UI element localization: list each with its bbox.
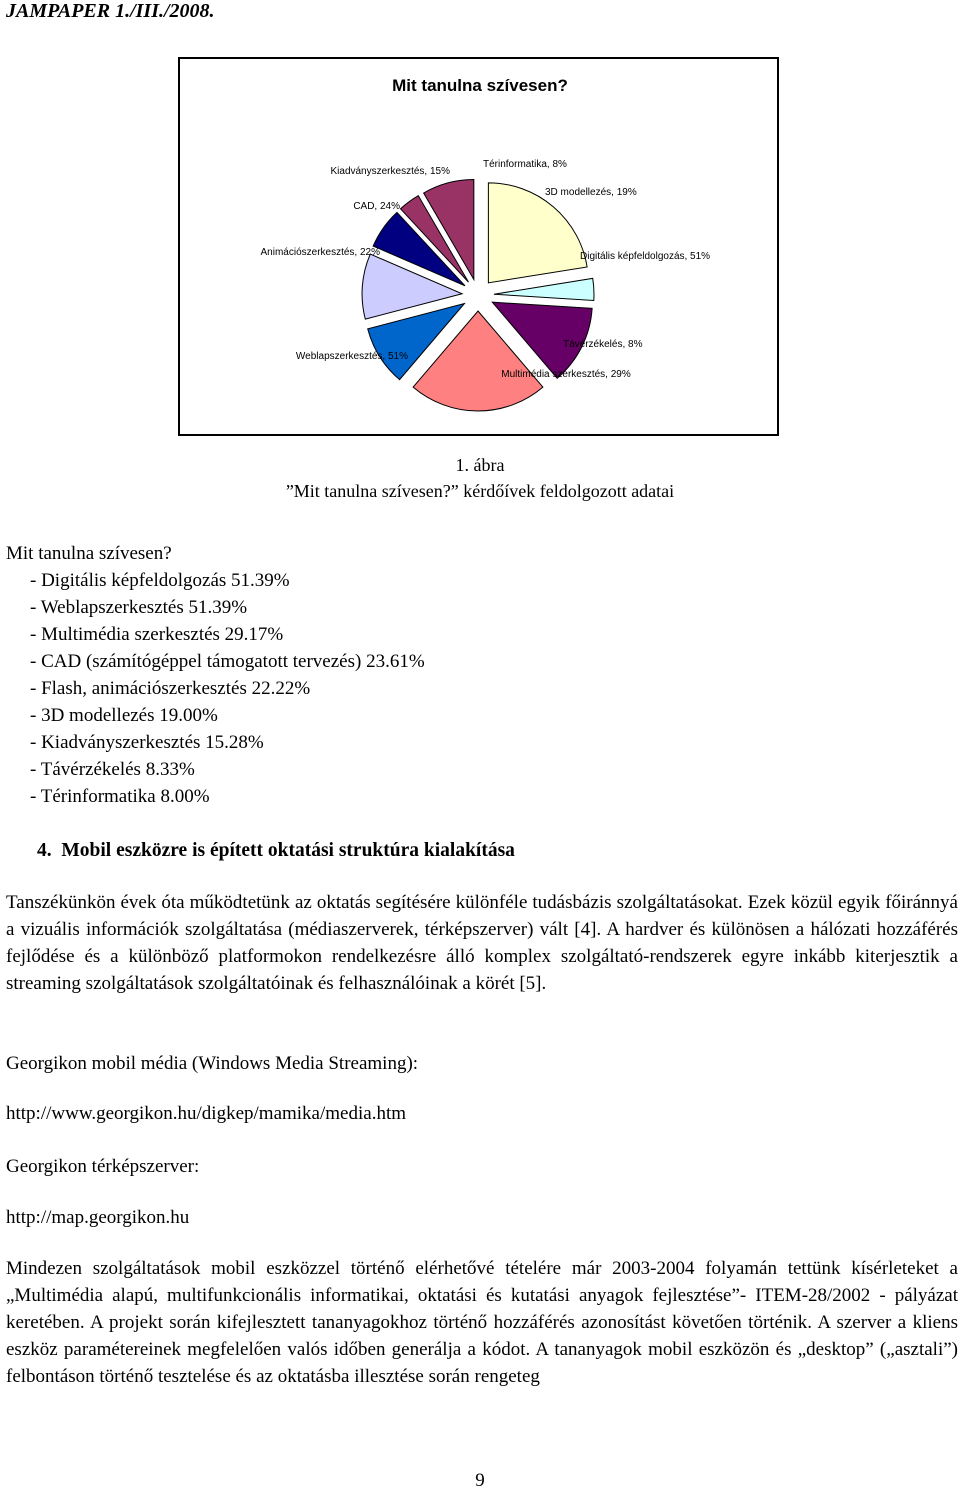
media-url-link[interactable]: http://www.georgikon.hu/digkep/mamika/media.htm: [6, 1103, 407, 1124]
pie-chart: [180, 59, 777, 434]
slice-label: 3D modellezés, 19%: [545, 187, 637, 198]
map-label: Georgikon térképszerver:: [6, 1156, 200, 1177]
list-heading: Mit tanulna szívesen?: [6, 543, 172, 564]
slice-label: Térinformatika, 8%: [483, 159, 567, 170]
list-item: - Flash, animációszerkesztés 22.22%: [30, 678, 311, 699]
section-number: 4.: [37, 840, 52, 861]
list-item: - Térinformatika 8.00%: [30, 786, 210, 807]
paragraph-1: Tanszékünkön évek óta működtetünk az oktatás segítésére különféle tudásbázis szolgáltatásokat. Ezek közül egyik főiránnyá a vizuális információk szolgáltatása (médiaszerverek, térképszerver) vált [4]. A hardver és különösen a hálózati hozzáférés fejlődése és a különböző platformokon rendelkezésre álló komplex szolgáltató-rendszerek egyre inkább kiterjesztik a streaming szolgáltatások szolgáltatóinak és felhasználóinak a körét [5].: [6, 892, 958, 994]
chart-title: Mit tanulna szívesen?: [392, 76, 568, 95]
list-item: - Digitális képfeldolgozás 51.39%: [30, 570, 290, 591]
paragraph-2: Mindezen szolgáltatások mobil eszközzel történő elérhetővé tételére már 2003-2004 folyamán tettünk kísérleteket a „Multimédia alapú, multifunkcionális informatikai, oktatási és kutatási anyagok fejlesztése”- ITEM-28/2002 - pályázat keretében. A projekt során kifejlesztett tananyagokhoz történő hozzáférés azonosítást követően történik. A szerver a kliens eszköz paramétereinek megfelelően valós időben generálja a kódot. A tananyagok mobil eszközön és „desktop” („asztali”) felbontáson történő tesztelése és az oktatásba illesztése során rengeteg: [6, 1258, 958, 1387]
page-number: 9: [475, 1470, 485, 1491]
list-item: - Multimédia szerkesztés 29.17%: [30, 624, 284, 645]
map-url-link[interactable]: http://map.georgikon.hu: [6, 1207, 190, 1228]
slice-label: Kiadványszerkesztés, 15%: [330, 166, 450, 177]
list-item: - Weblapszerkesztés 51.39%: [30, 597, 248, 618]
slice-label: CAD, 24%: [353, 201, 400, 212]
list-item: - Kiadványszerkesztés 15.28%: [30, 732, 264, 753]
pie-slice: [494, 278, 594, 300]
slice-label: Weblapszerkesztés, 51%: [295, 351, 408, 362]
survey-list: [6, 540, 425, 810]
figure-number: 1. ábra: [455, 455, 505, 475]
journal-header: JAMPAPER 1./III./2008.: [6, 0, 215, 22]
list-item: - 3D modellezés 19.00%: [30, 705, 218, 726]
figure-caption: ”Mit tanulna szívesen?” kérdőívek feldolgozott adatai: [285, 481, 675, 501]
section-title: Mobil eszközre is épített oktatási struktúra kialakítása: [61, 840, 515, 861]
slice-label: Digitális képfeldolgozás, 51%: [580, 251, 711, 262]
pie-chart-frame: [178, 57, 779, 436]
list-item: - Távérzékelés 8.33%: [30, 759, 195, 780]
slice-label: Multimédia szerkesztés, 29%: [501, 369, 631, 380]
slice-label: Animációszerkesztés, 22%: [260, 247, 380, 258]
slice-label: Távérzékelés, 8%: [563, 339, 643, 350]
section-heading: [37, 840, 515, 862]
list-item: - CAD (számítógéppel támogatott tervezés) 23.61%: [30, 651, 425, 672]
media-label: Georgikon mobil média (Windows Media Streaming):: [6, 1053, 419, 1074]
